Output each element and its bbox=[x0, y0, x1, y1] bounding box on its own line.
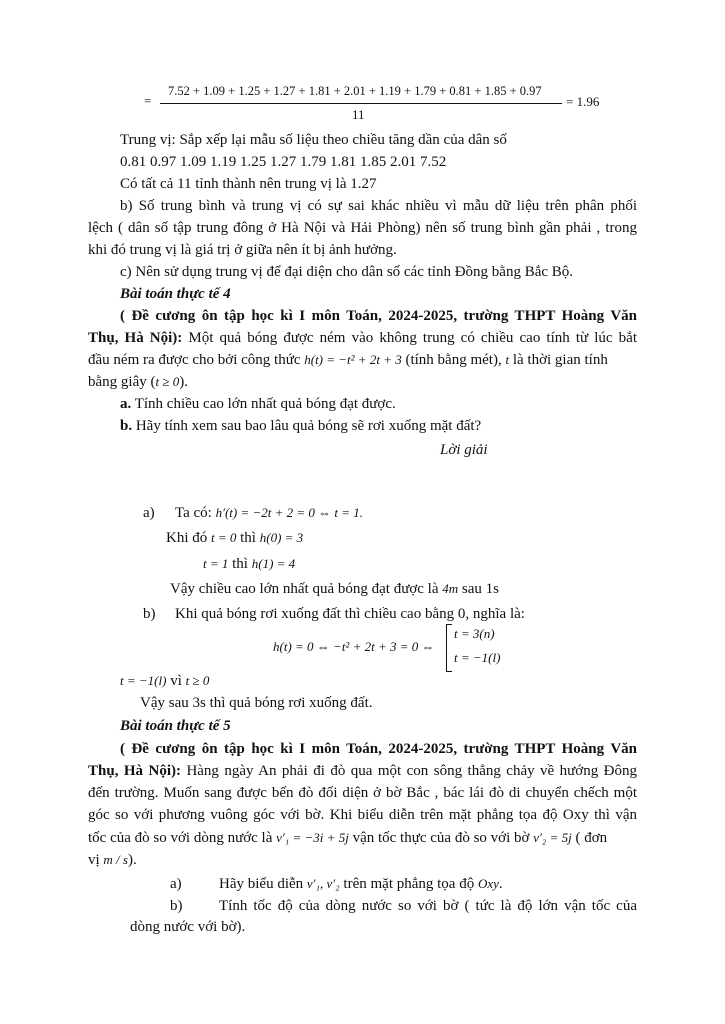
solution-b-label: b) bbox=[143, 606, 156, 622]
solution-max-height bbox=[170, 579, 499, 599]
problem-5-qb-line-1: Tính tốc độ của dòng nước so với bờ ( tức là độ lớn vận tốc của bbox=[219, 898, 637, 914]
problem-4-qb-label: b. bbox=[120, 418, 133, 434]
problem-5-line-3: đến trường. Muốn sang được bến đò đối diện ở bờ Bắc , bác lái đò di chuyển chếch một bbox=[88, 785, 637, 801]
problem-5-qa-vectors: v′₁, v′₂ bbox=[306, 876, 340, 891]
solution-when-t0 bbox=[166, 528, 303, 548]
solution-a-line bbox=[175, 503, 363, 523]
problem-4-line-4 bbox=[88, 372, 188, 392]
problem-4-line-3 bbox=[88, 350, 608, 370]
problem-4-qa-text: Tính chiều cao lớn nhất quả bóng đạt được. bbox=[131, 396, 396, 412]
problem-4-qa-label: a. bbox=[120, 396, 132, 412]
problem-5-source-line-2: Thụ, Hà Nội): bbox=[88, 763, 181, 779]
mean-numerator: 7.52 + 1.09 + 1.25 + 1.27 + 1.81 + 2.01 + 1.19 + 1.79 + 0.81 + 1.85 + 0.97 bbox=[168, 84, 542, 98]
problem-5-title: Bài toán thực tế 5 bbox=[120, 718, 231, 734]
solution-a-derivative: h′(t) = −2t + 2 = 0 ⇔ t = 1. bbox=[215, 505, 364, 520]
solution-reject-root: t = −1(l) bbox=[120, 673, 167, 688]
problem-5-v2: v′₂ = 5j bbox=[533, 830, 572, 845]
problem-5-qa-text-2: trên mặt phẳng tọa độ bbox=[339, 876, 478, 892]
problem-5-qb-line-2: dòng nước với bờ). bbox=[130, 919, 246, 935]
problem-5-unit: m / s bbox=[103, 852, 128, 867]
problem-4-text-4a: bằng giây ( bbox=[88, 374, 156, 390]
problem-5-qa-text: Hãy biểu diễn bbox=[219, 876, 307, 892]
solution-heading: Lời giải bbox=[440, 442, 488, 458]
problem-4-text-2: Một quả bóng được ném vào không trung có chiều cao tính từ lúc bắt bbox=[182, 330, 637, 346]
solution-final: Vậy sau 3s thì quả bóng rơi xuống đất. bbox=[140, 695, 373, 711]
mean-fraction-bar bbox=[160, 103, 562, 104]
solution-then-text-2: thì bbox=[228, 556, 252, 572]
solution-b-equation: h(t) = 0 ⇔ −t² + 2t + 3 = 0 ⇔ bbox=[273, 639, 435, 654]
problem-5-line-6 bbox=[88, 850, 137, 870]
problem-5-text-5a: tốc của đò so với dòng nước là bbox=[88, 830, 277, 846]
problem-5-text-6a: vị bbox=[88, 852, 104, 868]
solution-when-text: Khi đó bbox=[166, 530, 211, 546]
problem-5-line-5 bbox=[88, 828, 607, 848]
solution-t0: t = 0 bbox=[211, 530, 237, 545]
problem-5-qa-line bbox=[219, 874, 503, 894]
mean-result: = 1.96 bbox=[566, 94, 600, 109]
solution-h0: h(0) = 3 bbox=[259, 530, 304, 545]
solution-b-text: Khi quả bóng rơi xuống đất thì chiều cao bằng 0, nghĩa là: bbox=[175, 606, 525, 622]
part-b-line-1: b) Số trung bình và trung vị có sự sai khác nhiều vì mẫu dữ liệu trên phân phối bbox=[120, 198, 637, 214]
problem-5-qb-label: b) bbox=[170, 898, 183, 914]
problem-4-condition: t ≥ 0 bbox=[155, 374, 180, 389]
problem-5-text-6b: ). bbox=[127, 852, 137, 868]
solution-h1: h(1) = 4 bbox=[251, 556, 296, 571]
solution-a-label: a) bbox=[143, 505, 155, 521]
solution-a-text: Ta có: bbox=[175, 505, 216, 521]
mean-denominator: 11 bbox=[352, 107, 365, 122]
problem-4-text-3a: đầu ném ra được cho bởi công thức bbox=[88, 352, 305, 368]
solution-t1: t = 1 bbox=[203, 556, 229, 571]
problem-4-line-2 bbox=[88, 328, 637, 348]
problem-4-title: Bài toán thực tế 4 bbox=[120, 286, 231, 302]
part-c: c) Nên sử dụng trung vị để đại diện cho dân số các tỉnh Đồng bằng Bắc Bộ. bbox=[120, 264, 574, 280]
mean-eq-sign: = bbox=[144, 93, 152, 108]
problem-5-v1: v′₁ = −3i + 5j bbox=[276, 830, 349, 845]
problem-4-var-t: t bbox=[505, 352, 510, 367]
solution-b-reject bbox=[120, 671, 209, 691]
problem-5-text-2: Hàng ngày An phải đi đò qua một con sông thẳng chảy về hướng Đông bbox=[181, 763, 637, 779]
solution-b-root-2: t = −1(l) bbox=[454, 650, 501, 665]
problem-4-qb-text: Hãy tính xem sau bao lâu quả bóng sẽ rơi xuống mặt đất? bbox=[132, 418, 482, 434]
solution-then-text: thì bbox=[236, 530, 260, 546]
problem-5-text-5b: vận tốc thực của đò so với bờ bbox=[348, 830, 534, 846]
problem-5-line-2 bbox=[88, 761, 637, 781]
problem-4-text-3b: (tính bằng mét), bbox=[401, 352, 506, 368]
problem-5-qa-oxy: Oxy bbox=[477, 876, 499, 891]
problem-4-source-line-1: ( Đề cương ôn tập học kì I môn Toán, 2024-2025, trường THPT Hoàng Văn bbox=[120, 308, 637, 324]
problem-5-text-5c: ( đơn bbox=[571, 830, 608, 846]
solution-b-bracket bbox=[446, 624, 452, 672]
solution-max-value: 4m bbox=[442, 581, 459, 596]
problem-4-source-line-2: Thụ, Hà Nội): bbox=[88, 330, 183, 346]
problem-5-qa-label: a) bbox=[170, 876, 182, 892]
solution-max-text-b: sau 1s bbox=[458, 581, 499, 597]
problem-4-text-3c: là thời gian tính bbox=[509, 352, 608, 368]
solution-b-root-1: t = 3(n) bbox=[454, 626, 495, 641]
solution-reject-condition: t ≥ 0 bbox=[185, 673, 210, 688]
median-intro: Trung vị: Sắp xếp lại mẫu số liệu theo chiều tăng dần của dân số bbox=[120, 132, 507, 148]
part-b-line-2: lệch ( dân số tập trung đông ở Hà Nội và Hải Phòng) nên số trung bình gần phải , trong bbox=[88, 220, 637, 236]
solution-reject-text: vì bbox=[166, 673, 186, 689]
part-b-line-3: khi đó trung vị là giá trị ở giữa nên ít bị ảnh hưởng. bbox=[88, 242, 397, 258]
median-conclusion: Có tất cả 11 tỉnh thành nên trung vị là 1.27 bbox=[120, 176, 377, 192]
solution-when-t1 bbox=[203, 554, 295, 574]
problem-5-source-line-1: ( Đề cương ôn tập học kì I môn Toán, 2024-2025, trường THPT Hoàng Văn bbox=[120, 741, 637, 757]
problem-5-qa-end: . bbox=[498, 876, 503, 892]
problem-4-formula: h(t) = −t² + 2t + 3 bbox=[304, 352, 402, 367]
problem-4-question-a bbox=[120, 394, 396, 414]
solution-max-text-a: Vậy chiều cao lớn nhất quả bóng đạt được là bbox=[170, 581, 443, 597]
problem-4-text-4b: ). bbox=[179, 374, 188, 390]
problem-4-question-b bbox=[120, 416, 481, 436]
problem-5-line-4: góc so với phương vuông góc với bờ. Khi biểu diễn trên mặt phẳng tọa độ Oxy thì vận bbox=[88, 807, 637, 823]
median-sorted-values: 0.81 0.97 1.09 1.19 1.25 1.27 1.79 1.81 1.85 2.01 7.52 bbox=[120, 154, 447, 170]
